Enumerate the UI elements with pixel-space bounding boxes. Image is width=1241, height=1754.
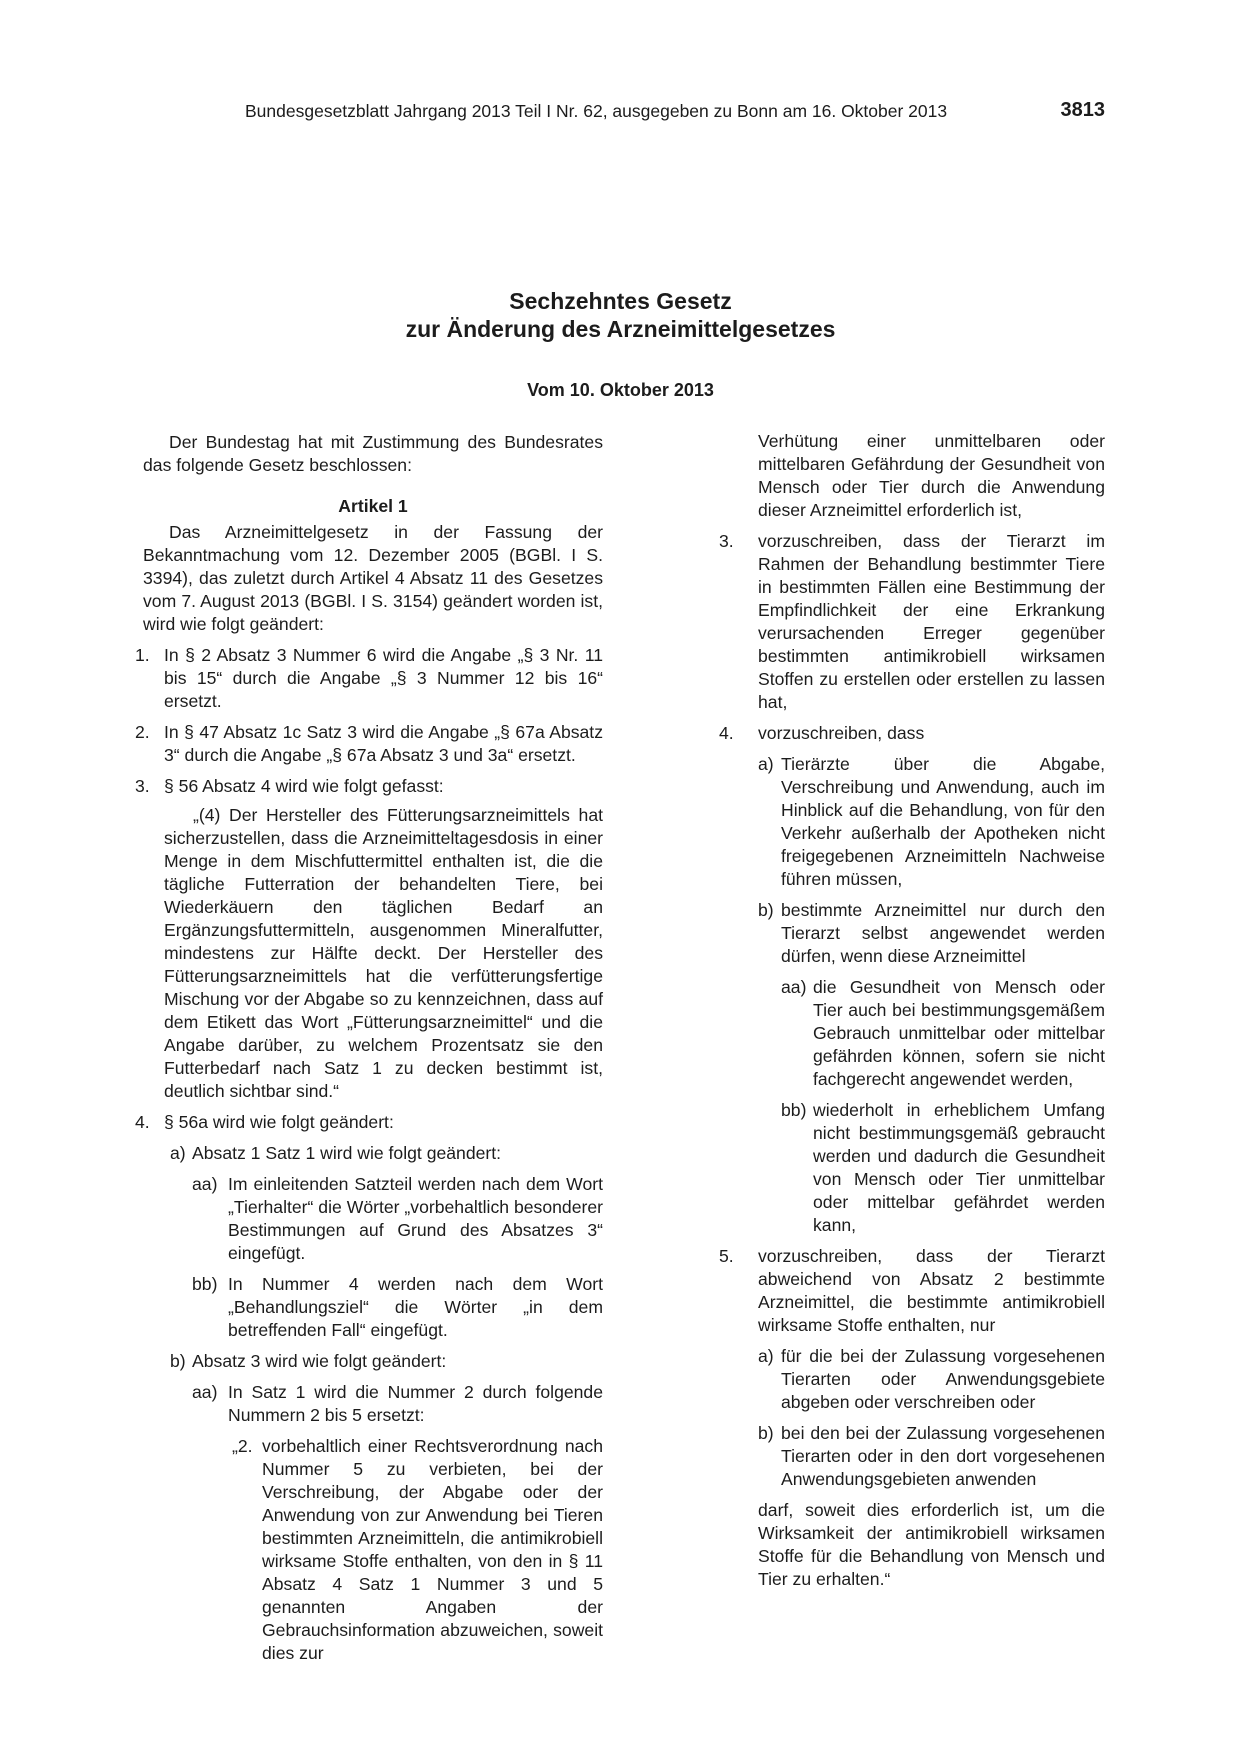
list-item — [135, 644, 603, 713]
sub-item — [758, 1345, 1105, 1414]
item-letter: a) — [758, 754, 774, 774]
item-letter: bb) — [192, 1274, 218, 1294]
item-text: vorzuschreiben, dass der Tierarzt im Rahmen der Behandlung bestimmter Tiere in bestimmten Fällen eine Bestimmung der Empfindlichkeit der eine Erkrankung verursachenden Erreger gegenüber bestimmten antimikrobiell wirksamen Stoffen zu erstellen oder erstellen zu lassen hat, — [758, 531, 1105, 712]
law-date: Vom 10. Oktober 2013 — [527, 380, 714, 400]
item-text: Absatz 3 wird wie folgt geändert: — [192, 1351, 447, 1371]
item-text: vorzuschreiben, dass — [758, 723, 925, 743]
page-number: 3813 — [1060, 99, 1105, 121]
sub-sub-item — [781, 1099, 1105, 1237]
item-letter: bb) — [781, 1100, 807, 1120]
item-text: für die bei der Zulassung vorgesehenen Tierarten oder Anwendungsgebiete abgeben oder verschreiben oder — [781, 1346, 1105, 1412]
item-text: In Satz 1 wird die Nummer 2 durch folgende Nummern 2 bis 5 ersetzt: — [228, 1382, 603, 1425]
closing-text: darf, soweit dies erforderlich ist, um die Wirksamkeit der antimikrobiell wirksamen Stoffe für die Behandlung von Mensch und Tier zu erhalten.“ — [758, 1500, 1105, 1589]
sub-sub-item — [192, 1381, 603, 1665]
sub-sub-item — [781, 976, 1105, 1091]
item-text: Absatz 1 Satz 1 wird wie folgt geändert: — [192, 1143, 502, 1163]
law-title-line2: zur Änderung des Arzneimittelgesetzes — [405, 316, 836, 342]
title-block — [0, 287, 1241, 401]
item-text: In § 47 Absatz 1c Satz 3 wird die Angabe „§ 67a Absatz 3“ durch die Angabe „§ 67a Absatz 3 und 3a“ ersetzt. — [164, 722, 603, 765]
item-number: „2. — [232, 1436, 253, 1456]
item-text: bestimmte Arzneimittel nur durch den Tierarzt selbst angewendet werden dürfen, wenn diese Arzneimittel — [781, 900, 1105, 966]
item-text: wiederholt in erheblichem Umfang nicht bestimmungsgemäß gebraucht werden und dadurch die Gesundheit von Mensch oder Tier unmittelbar oder mittelbar gefährdet werden kann, — [813, 1100, 1105, 1235]
left-column — [135, 431, 603, 1665]
list-item — [135, 775, 603, 1103]
item-number: 3. — [135, 776, 150, 796]
sub-item — [164, 1142, 603, 1342]
item-number: 1. — [135, 645, 150, 665]
running-header: Bundesgesetzblatt Jahrgang 2013 Teil I Nr. 62, ausgegeben zu Bonn am 16. Oktober 2013 — [245, 101, 948, 121]
item-letter: aa) — [781, 977, 807, 997]
item-letter: aa) — [192, 1382, 218, 1402]
list-item — [719, 530, 1105, 714]
item-text: In Nummer 4 werden nach dem Wort „Behandlungsziel“ die Wörter „in dem betreffenden Fall“ eingefügt. — [228, 1274, 603, 1340]
item-text: bei den bei der Zulassung vorgesehenen Tierarten oder in den dort vorgesehenen Anwendungsgebieten anwenden — [781, 1423, 1105, 1489]
item-text: § 56a wird wie folgt geändert: — [164, 1112, 394, 1132]
article-paragraph: Das Arzneimittelgesetz in der Fassung der Bekanntmachung vom 12. Dezember 2005 (BGBl. I S. 3394), das zuletzt durch Artikel 4 Absatz 11 des Gesetzes vom 7. August 2013 (BGBl. I S. 3154) geändert worden ist, wird wie folgt geändert: — [143, 522, 603, 634]
item-text: die Gesundheit von Mensch oder Tier auch bei bestimmungsgemäßem Gebrauch unmittelbar oder mittelbar gefährden können, sofern sie nicht fachgerecht angewendet werden, — [813, 977, 1105, 1089]
item-letter: b) — [170, 1351, 186, 1371]
item-text: § 56 Absatz 4 wird wie folgt gefasst: — [164, 776, 444, 796]
right-column — [719, 430, 1105, 1591]
quoted-paragraph: „(4) Der Hersteller des Fütterungsarzneimittels hat sicherzustellen, dass die Arzneimitteltagesdosis in einer Menge in dem Mischfuttermittel enthalten ist, die die tägliche Futterration der behandelten Tiere, bei Wiederkäuern den täglichen Bedarf an Ergänzungsfuttermitteln, ausgenommen Mineralfutter, mindestens zur Hälfte deckt. Der Hersteller des Fütterungsarzneimittels hat die verfütterungsfertige Mischung vor der Abgabe so zu kennzeichnen, dass auf dem Etikett das Wort „Fütterungsarzneimittel“ und die Angabe darüber, zu welchem Prozentsatz sie den Futterbedarf nach Satz 1 zu decken bestimmt ist, deutlich sichtbar sind.“ — [164, 805, 603, 1101]
sub-item — [758, 1422, 1105, 1491]
item-text: Im einleitenden Satzteil werden nach dem Wort „Tierhalter“ die Wörter „vorbehaltlich besonderer Bestimmungen auf Grund des Absatzes 3“ eingefügt. — [228, 1174, 603, 1263]
item-number: 4. — [135, 1112, 150, 1132]
list-item — [719, 1245, 1105, 1491]
item-text: vorbehaltlich einer Rechtsverordnung nach Nummer 5 zu verbieten, bei der Verschreibung, der Abgabe oder der Anwendung von zur Anwendung bei Tieren bestimmten Arzneimitteln, die antimikrobiell wirksame Stoffe enthalten, von den in § 11 Absatz 4 Satz 1 Nummer 3 und 5 genannten Angaben der Gebrauchsinformation abzuweichen, soweit dies zur — [262, 1436, 603, 1663]
article-heading: Artikel 1 — [338, 496, 408, 516]
list-item — [135, 721, 603, 767]
item-text: vorzuschreiben, dass der Tierarzt abweichend von Absatz 2 bestimmte Arzneimittel, die bestimmte antimikrobiell wirksame Stoffe enthalten, nur — [758, 1246, 1105, 1335]
sub-item — [758, 753, 1105, 891]
sub-item — [164, 1350, 603, 1665]
continued-text: Verhütung einer unmittelbaren oder mittelbaren Gefährdung der Gesundheit von Mensch oder Tier durch die Anwendung dieser Arzneimittel erforderlich ist, — [758, 431, 1105, 520]
item-text: In § 2 Absatz 3 Nummer 6 wird die Angabe „§ 3 Nr. 11 bis 15“ durch die Angabe „§ 3 Nummer 12 bis 16“ ersetzt. — [164, 645, 603, 711]
item-number: 2. — [135, 722, 150, 742]
item-text: Tierärzte über die Abgabe, Verschreibung und Anwendung, auch im Hinblick auf die Behandlung, von für den Verkehr außerhalb der Apotheken nicht freigegebenen Arzneimitteln Nachweise führen müssen, — [781, 754, 1105, 889]
item-letter: a) — [758, 1346, 774, 1366]
item-letter: b) — [758, 1423, 774, 1443]
sub-sub-item — [192, 1173, 603, 1265]
list-item — [719, 722, 1105, 1237]
law-title-line1: Sechzehntes Gesetz — [509, 288, 732, 314]
item-number: 3. — [719, 531, 734, 551]
intro-paragraph: Der Bundestag hat mit Zustimmung des Bundesrates das folgende Gesetz beschlossen: — [143, 432, 603, 475]
list-item — [135, 1111, 603, 1665]
item-letter: aa) — [192, 1174, 218, 1194]
sub-item — [758, 899, 1105, 1237]
item-letter: a) — [170, 1143, 186, 1163]
item-number: 5. — [719, 1246, 734, 1266]
quoted-number-item — [228, 1435, 603, 1665]
item-number: 4. — [719, 723, 734, 743]
sub-sub-item — [192, 1273, 603, 1342]
item-letter: b) — [758, 900, 774, 920]
